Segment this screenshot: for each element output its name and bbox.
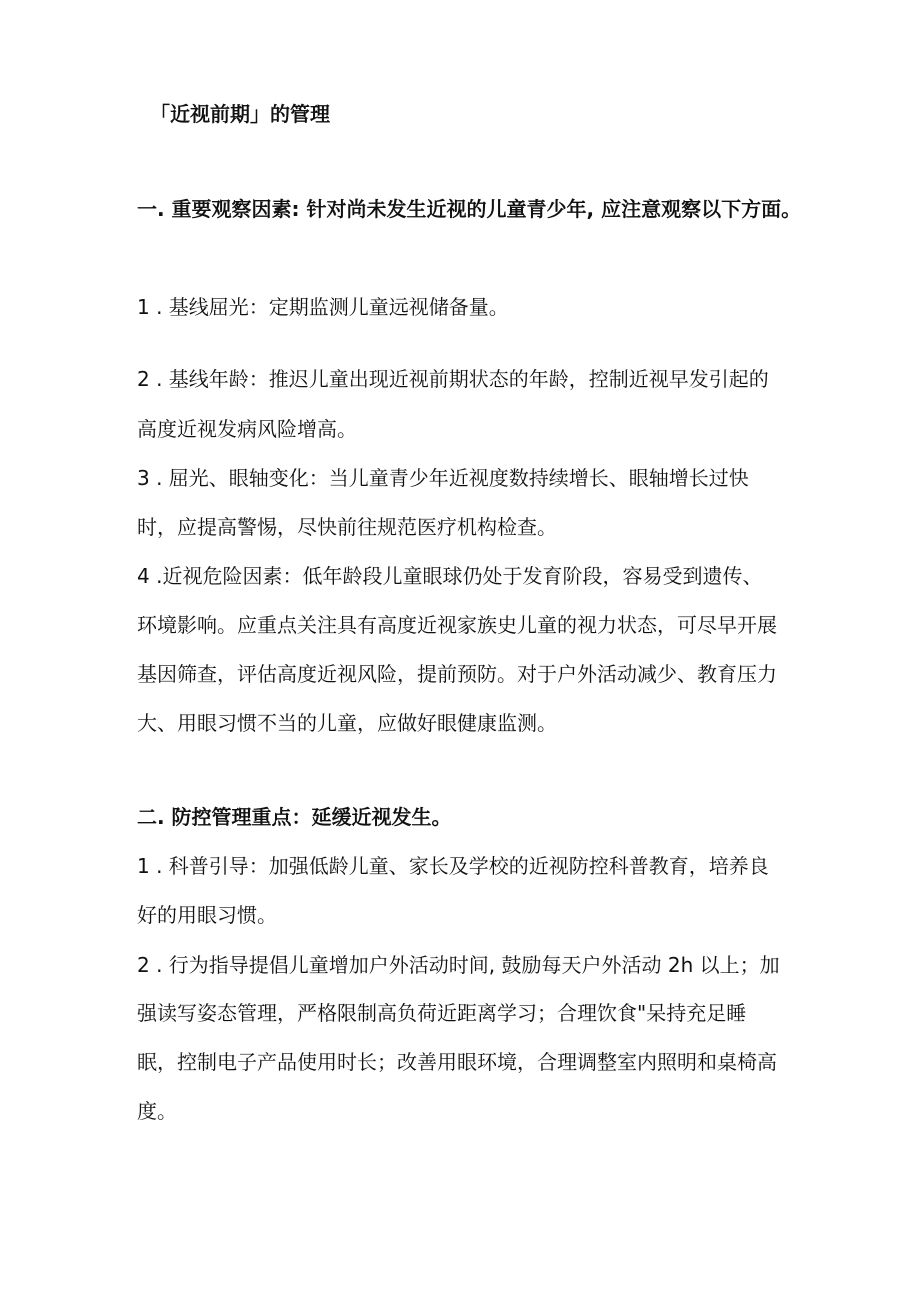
section-1-item-3-line-1: 3 . 屈光、眼轴变化：当儿童青少年近视度数持续增长、眼轴增长过快 [137,466,749,490]
section-1-item-4-line-1: 4 .近视危险因素：低年龄段儿童眼球仍处于发育阶段，容易受到遗传、 [137,564,763,588]
section-1-item-2-line-1: 2 . 基线年龄：推迟儿童出现近视前期状态的年龄，控制近视早发引起的 [137,367,769,391]
section-2-heading: 二. 防控管理重点：延缓近视发生。 [137,805,452,829]
page-title: 「近视前期」的管理 [150,102,330,126]
section-1-item-1-line-1: 1 . 基线屈光：定期监测儿童远视储备量。 [137,295,509,319]
section-1-item-3-line-2: 时，应提高警惕，尽快前往规范医疗机构检查。 [137,515,557,539]
section-1-item-4-line-3: 基因筛查，评估高度近视风险，提前预防。对于户外活动减少、教育压力 [137,662,777,686]
section-1-heading: 一. 重要观察因素: 针对尚未发生近视的儿童青少年, 应注意观察以下方面。 [137,197,802,221]
section-2-item-2-line-3: 眠，控制电子产品使用时长；改善用眼环境，合理调整室内照明和桌椅高 [137,1050,777,1074]
section-1-item-4-line-4: 大、用眼习惯不当的儿童，应做好眼健康监测。 [137,711,557,735]
section-2-item-2-line-1: 2 . 行为指导提倡儿童增加户外活动时间, 鼓励每天户外活动 2h 以上；加 [137,953,780,977]
section-2-item-2-line-4: 度。 [137,1099,177,1123]
section-2-item-1-line-1: 1 . 科普引导：加强低龄儿童、家长及学校的近视防控科普教育，培养良 [137,854,769,878]
section-2-item-2-line-2: 强读写姿态管理，严格限制高负荷近距离学习；合理饮食"呆持充足睡 [137,1001,747,1025]
section-1-item-2-line-2: 高度近视发病风险增高。 [137,417,357,441]
section-1-item-4-line-2: 环境影响。应重点关注具有高度近视家族史儿童的视力状态，可尽早开展 [137,613,777,637]
section-2-item-1-line-2: 好的用眼习惯。 [137,903,277,927]
